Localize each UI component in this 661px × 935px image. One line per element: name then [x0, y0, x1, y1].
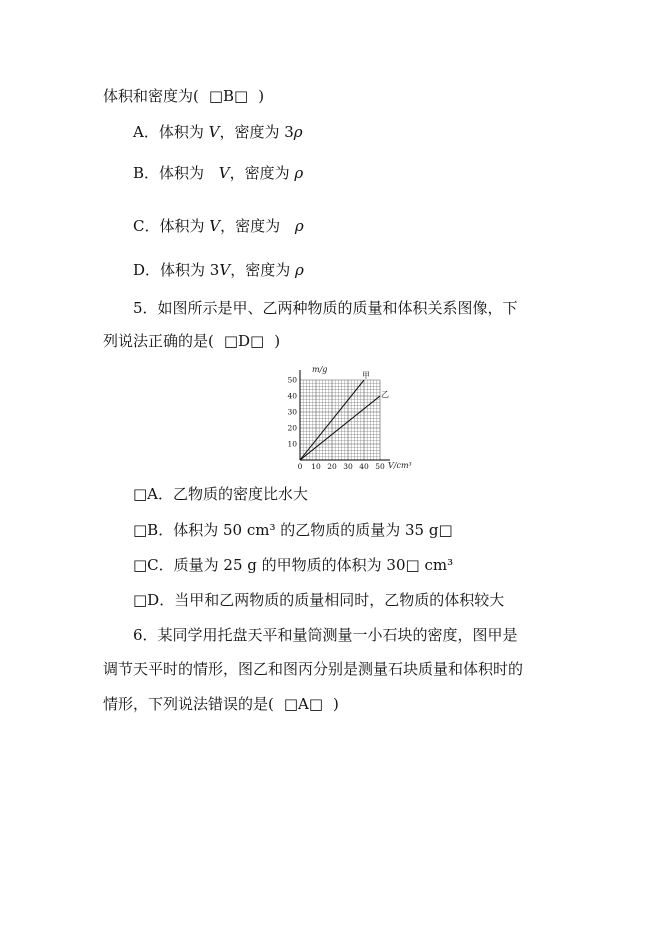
- q6-line1: 6．某同学用托盘天平和量筒测量一小石块的密度，图甲是: [133, 626, 518, 644]
- option-text: ，密度为: [230, 261, 295, 279]
- q5-stem: 列说法正确的是(: [103, 332, 214, 350]
- option-var: V: [209, 217, 221, 235]
- q4-stem-tail: [103, 86, 264, 106]
- option-var: V: [208, 123, 220, 141]
- series-label: 甲: [362, 371, 370, 380]
- option-var: V: [219, 261, 231, 279]
- q5-stem-line1: 5．如图所示是甲、乙两种物质的质量和体积关系图像，下: [133, 299, 518, 317]
- q4-close: ): [258, 87, 265, 105]
- chart-grid: [300, 380, 380, 460]
- q5-option-b: □B．体积为 50 cm³ 的乙物质的质量为 35 g□: [133, 521, 453, 539]
- option-var: ρ: [293, 123, 303, 141]
- x-tick-label: 20: [327, 462, 337, 471]
- y-tick-label: 50: [287, 375, 297, 385]
- option-var: ρ: [294, 261, 304, 279]
- q6-stem: 情形，下列说法错误的是(: [103, 695, 274, 713]
- q5-option-a: □A．乙物质的密度比水大: [133, 485, 309, 503]
- x-axis-label: V/cm³: [388, 461, 412, 470]
- q4-option-a: [133, 122, 303, 142]
- q4-option-b: [133, 163, 303, 183]
- y-axis-label: m/g: [312, 365, 328, 374]
- option-text: B．体积为: [133, 164, 209, 182]
- x-tick-label: 0: [297, 462, 303, 471]
- chart-series: [300, 371, 389, 460]
- x-tick-label: 10: [311, 462, 321, 471]
- q6-answer: □A□: [283, 695, 324, 713]
- q5-option-d: □D．当甲和乙两物质的质量相同时，乙物质的体积较大: [133, 591, 505, 609]
- y-tick-label: 10: [287, 439, 297, 449]
- q4-answer: □B□: [208, 87, 249, 105]
- series-label: 乙: [381, 390, 389, 399]
- option-text: C．体积为: [133, 217, 210, 235]
- option-text: ，密度为: [220, 217, 285, 235]
- y-tick-label: 40: [287, 391, 297, 401]
- chart-axes: [300, 370, 390, 460]
- option-text: ，密度为: [229, 164, 295, 182]
- q5-close: ): [274, 332, 281, 350]
- q6-line2: 调节天平时的情形，图乙和图丙分别是测量石块质量和体积时的: [103, 660, 524, 678]
- option-var: V: [218, 164, 230, 182]
- q5-answer: □D□: [223, 332, 265, 350]
- y-tick-label: 30: [287, 407, 297, 417]
- q6-line3: [103, 694, 339, 714]
- q4-stem: 体积和密度为(: [103, 87, 199, 105]
- option-text: ，密度为 3: [219, 123, 294, 141]
- y-tick-label: 20: [287, 423, 297, 433]
- mass-volume-chart: [282, 362, 418, 474]
- x-tick-label: 30: [343, 462, 353, 471]
- option-text: A．体积为: [133, 123, 209, 141]
- q5-option-c: □C．质量为 25 g 的甲物质的体积为 30□ cm³: [133, 556, 454, 574]
- option-var: ρ: [294, 164, 304, 182]
- option-var: ρ: [294, 217, 304, 235]
- q4-option-d: [133, 260, 304, 280]
- q4-option-c: [133, 216, 304, 236]
- q5-stem-line2: [103, 331, 280, 351]
- x-tick-label: 40: [359, 462, 369, 471]
- option-text: D．体积为 3: [133, 261, 220, 279]
- q6-close: ): [333, 695, 339, 713]
- x-tick-label: 50: [375, 462, 385, 471]
